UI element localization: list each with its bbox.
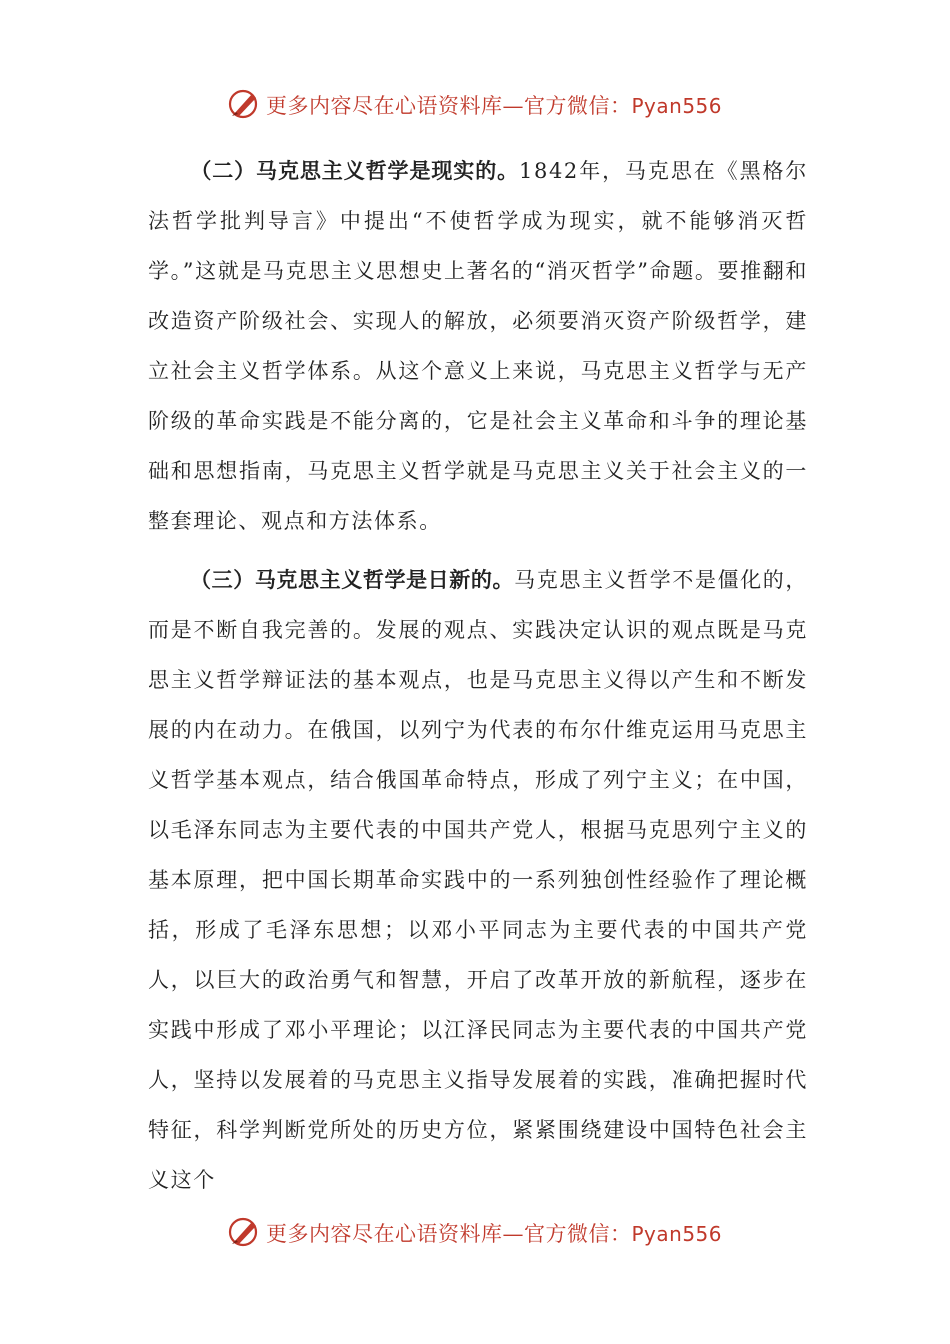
pen-seal-icon [226,86,262,122]
paragraph-body: 马克思主义哲学不是僵化的，而是不断自我完善的。发展的观点、实践决定认识的观点既是马克思主义哲学辩证法的基本观点，也是马克思主义得以产生和不断发展的内在动力。在俄国，以列宁为代表的布尔什维克运用马克思主义哲学基本观点，结合俄国革命特点，形成了列宁主义；在中国，以毛泽东同志为主要代表的中国共产党人，根据马克思列宁主义的基本原理，把中国长期革命实践中的一系列独创性经验作了理论概括，形成了毛泽东思想；以邓小平同志为主要代表的中国共产党人，以巨大的政治勇气和智慧，开启了改革开放的新航程，逐步在实践中形成了邓小平理论；以江泽民同志为主要代表的中国共产党人，坚持以发展着的马克思主义指导发展着的实践，准确把握时代特征，科学判断党所处的历史方位，紧紧围绕建设中国特色社会主义这个 [148,568,808,1192]
pen-seal-icon [226,1214,262,1250]
watermark-handle: Pyan556 [631,1222,723,1246]
header-watermark [0,84,950,124]
watermark-text [266,90,722,120]
watermark-text [266,1218,722,1248]
footer-watermark [0,1212,950,1252]
paragraph-body: 1842年，马克思在《黑格尔法哲学批判导言》中提出“不使哲学成为现实，就不能够消灭哲学。”这就是马克思主义思想史上著名的“消灭哲学”命题。要推翻和改造资产阶级社会、实现人的解放，必须要消灭资产阶级哲学，建立社会主义哲学体系。从这个意义上来说，马克思主义哲学与无产阶级的革命实践是不能分离的，它是社会主义革命和斗争的理论基础和思想指南，马克思主义哲学就是马克思主义关于社会主义的一整套理论、观点和方法体系。 [148,159,809,533]
paragraph-renewing [148,555,808,1205]
paragraph-heading: （三）马克思主义哲学是日新的。 [190,568,515,592]
paragraph-realistic [148,146,808,546]
watermark-handle: Pyan556 [631,94,723,118]
watermark-slogan: 更多内容尽在心语资料库—官方微信： [266,1222,632,1246]
watermark-slogan: 更多内容尽在心语资料库—官方微信： [266,94,632,118]
paragraph-heading: （二）马克思主义哲学是现实的。 [190,159,520,183]
